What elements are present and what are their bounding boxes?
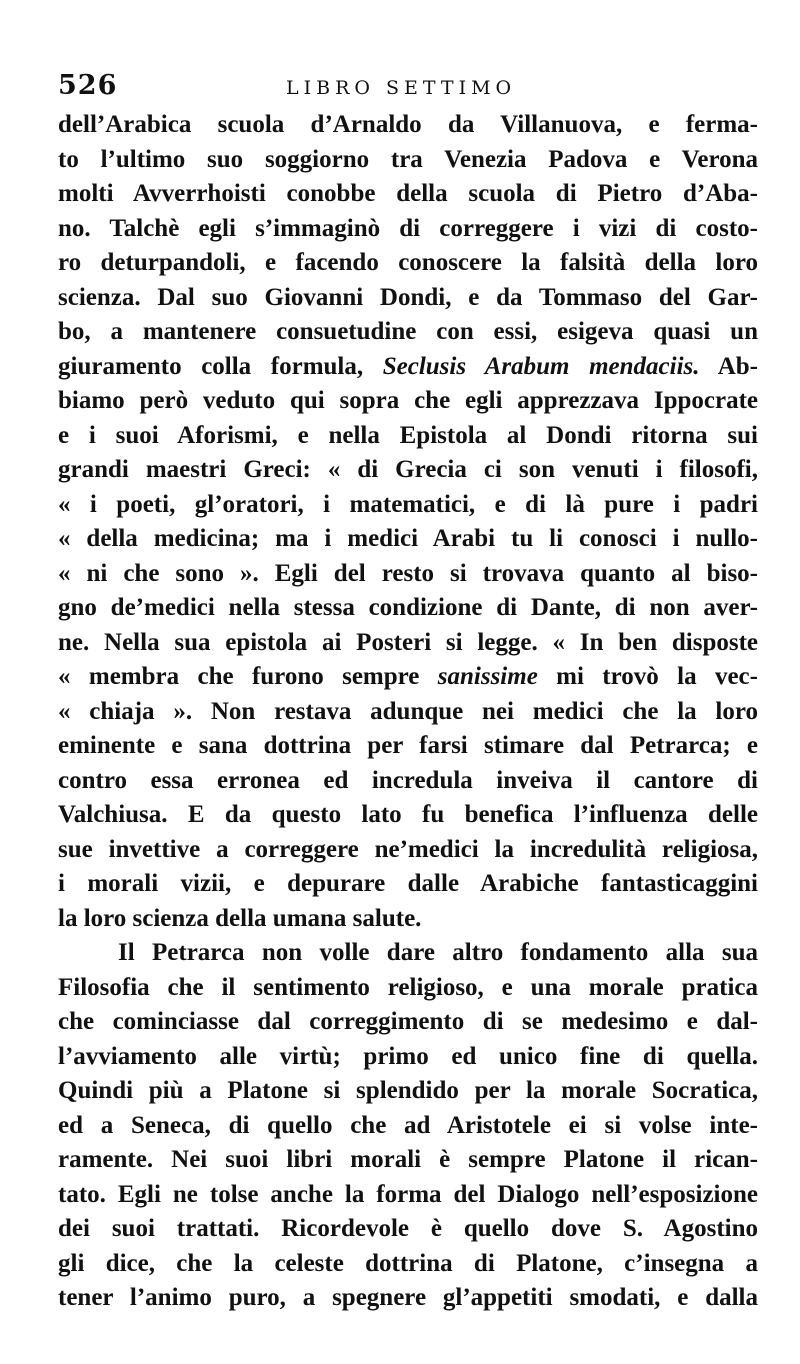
italic-text: Seclusis Arabum mendaciis. bbox=[382, 352, 700, 380]
text-line bbox=[58, 1109, 758, 1144]
line-text: Quindi più a Platone si splendido per la morale Socratica, bbox=[58, 1077, 758, 1104]
text-line bbox=[58, 1247, 758, 1282]
line-text: bo, a mantenere consuetudine con essi, esigeva quasi un bbox=[58, 318, 758, 345]
line-text: gno de’medici nella stessa condizione di Dante, di non aver- bbox=[58, 594, 758, 621]
line-text: la loro scienza della umana salute. bbox=[58, 904, 422, 932]
line-text: l’avviamento alle virtù; primo ed unico fine di quella. bbox=[58, 1042, 758, 1070]
text-line bbox=[58, 212, 758, 247]
line-text: tato. Egli ne tolse anche la forma del Dialogo nell’esposizione bbox=[58, 1180, 758, 1208]
line-text: che cominciasse dal correggimento di se medesimo e dal- bbox=[58, 1008, 758, 1035]
line-text: molti Avverrhoisti conobbe della scuola di Pietro d’Aba- bbox=[58, 180, 758, 207]
text-line bbox=[58, 488, 758, 523]
line-text: gli dice, che la celeste dottrina di Platone, c’insegna a bbox=[58, 1249, 758, 1277]
line-text: biamo però veduto qui sopra che egli apprezzava Ippocrate bbox=[58, 387, 758, 414]
text-line bbox=[58, 626, 758, 661]
text-line bbox=[58, 522, 758, 557]
text-line bbox=[58, 1074, 758, 1109]
line-text: sue invettive a correggere ne’medici la incredulità religiosa, bbox=[58, 835, 758, 863]
text-line bbox=[58, 350, 758, 385]
line-text: giuramento colla formula, bbox=[58, 352, 383, 380]
line-text: to l’ultimo suo soggiorno tra Venezia Padova e Verona bbox=[58, 145, 758, 173]
line-text: ne. Nella sua epistola ai Posteri si legge. « In ben disposte bbox=[58, 628, 758, 656]
line-text: « ni che sono ». Egli del resto si trovava quanto al biso- bbox=[58, 559, 758, 587]
line-text: i morali vizii, e depurare dalle Arabiche fantasticaggini bbox=[58, 870, 758, 897]
text-line bbox=[58, 867, 758, 902]
line-text: contro essa erronea ed incredula inveiva il cantore di bbox=[58, 766, 758, 794]
line-text: Filosofia che il sentimento religioso, e una morale pratica bbox=[58, 973, 758, 1001]
line-text: eminente e sana dottrina per farsi stimare dal Petrarca; e bbox=[58, 732, 758, 759]
running-head: LIBRO SETTIMO bbox=[286, 77, 517, 99]
text-line bbox=[58, 419, 758, 454]
text-line bbox=[58, 764, 758, 799]
text-line bbox=[58, 557, 758, 592]
body-text bbox=[58, 108, 758, 1316]
text-line bbox=[58, 143, 758, 178]
line-text: « i poeti, gl’oratori, i matematici, e di là pure i padri bbox=[58, 490, 758, 518]
italic-text: sanissime bbox=[437, 663, 538, 690]
text-line bbox=[58, 729, 758, 764]
text-line bbox=[58, 971, 758, 1006]
line-text: ro deturpandoli, e facendo conoscere la falsità della loro bbox=[58, 249, 758, 276]
text-line bbox=[58, 1143, 758, 1178]
text-line bbox=[58, 591, 758, 626]
line-text: « della medicina; ma i medici Arabi tu li conosci i nullo- bbox=[58, 525, 758, 552]
line-text: dei suoi trattati. Ricordevole è quello dove S. Agostino bbox=[58, 1215, 758, 1242]
text-line bbox=[58, 1281, 758, 1316]
page-number: 526 bbox=[58, 70, 118, 101]
text-line bbox=[58, 833, 758, 868]
line-text: Il Petrarca non volle dare altro fondamento alla sua bbox=[118, 939, 758, 966]
line-text: grandi maestri Greci: « di Grecia ci son venuti i filosofi, bbox=[58, 456, 758, 483]
page-header bbox=[58, 70, 758, 110]
text-line bbox=[58, 453, 758, 488]
text-line bbox=[58, 1178, 758, 1213]
text-line bbox=[58, 108, 758, 143]
line-text: « membra che furono sempre bbox=[58, 663, 438, 690]
line-text: no. Talchè egli s’immaginò di correggere i vizi di costo- bbox=[58, 214, 758, 242]
text-line bbox=[58, 384, 758, 419]
line-text: ed a Seneca, di quello che ad Aristotele ei si volse inte- bbox=[58, 1111, 758, 1139]
line-text: dell’Arabica scuola d’Arnaldo da Villanuova, e ferma- bbox=[58, 111, 758, 138]
line-text: mi trovò la vec- bbox=[537, 663, 758, 690]
text-line bbox=[58, 177, 758, 212]
line-text: Valchiusa. E da questo lato fu benefica l’influenza delle bbox=[58, 801, 758, 828]
text-line bbox=[58, 315, 758, 350]
text-line bbox=[58, 281, 758, 316]
text-line bbox=[58, 1005, 758, 1040]
text-line bbox=[58, 1212, 758, 1247]
text-line bbox=[58, 246, 758, 281]
text-line bbox=[58, 695, 758, 730]
line-text: tener l’animo puro, a spegnere gl’appetiti smodati, e dalla bbox=[58, 1284, 758, 1311]
line-text: e i suoi Aforismi, e nella Epistola al Dondi ritorna sui bbox=[58, 421, 758, 449]
text-line bbox=[58, 660, 758, 695]
text-line bbox=[58, 902, 758, 937]
text-line bbox=[58, 798, 758, 833]
line-text: scienza. Dal suo Giovanni Dondi, e da Tommaso del Gar- bbox=[58, 283, 758, 311]
line-text: ramente. Nei suoi libri morali è sempre Platone il rican- bbox=[58, 1146, 758, 1173]
text-line bbox=[58, 1040, 758, 1075]
text-line bbox=[58, 936, 758, 971]
line-text: Ab- bbox=[699, 352, 758, 380]
line-text: « chiaja ». Non restava adunque nei medici che la loro bbox=[58, 697, 758, 725]
